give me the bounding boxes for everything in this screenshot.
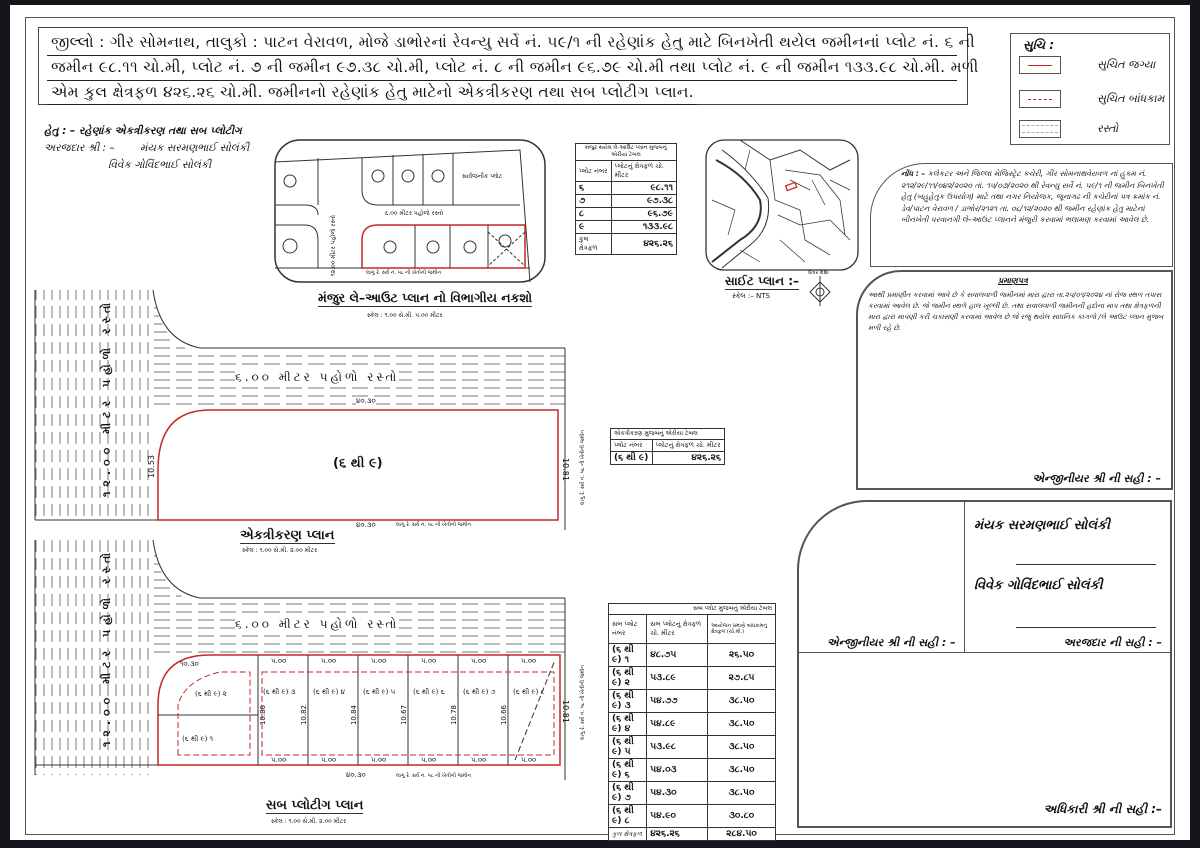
subplot-bottom-width: ૫.૦૦ xyxy=(521,756,537,764)
table-total-row: કુલ ક્ષેત્રફળ ૪૨૬.૨૬ ૨૮૪.૫૦ xyxy=(609,828,776,841)
note-text: નોંધ : – કલેકટર અને જિલ્લા મેજિસ્ટ્રેટ કચેરી, ગીર સોમનાથવેરાવળ નાં હુકમ નં. ૨૧૨/૨૯/૧૧/૦૪૨/૨૦૨૦ તાં. ૧૫/૦૭/૨૦૨૦ થી રેવન્યુ સર્વે નં. ૫૯/૧ ની જમીન બિનખેતી હેતુ (બહુહેતુક ઉપયોગ) માટે તથા નગર નિયોજક, જૂનાગઢ ની કચેરીનાં પત્ર ક્રમાંક નં. ડેવ/પાટન વેરાવળ / ડાભોર/૨૧૨૧ તા. ૦૮/૧૨/૨૦૨૦ થી જમીન રહેણાંક હેતુ માટેનાં બીનખેતી પરવાનગી લે–આઉટ પ્લાનને મંજુરી કરવામાં ભલામણ કરવામાં આવેલ છે. xyxy=(901,169,1164,224)
title-line-1: જીલ્લો : ગીર સોમનાથ, તાલુકો : પાટન વેરાવળ, મોજે ડાભોરનાં રેવન્યુ સર્વે નં. ૫૯/૧ ની રહેણાંક હેતુ માટે બિનખેતી થયેલ જમીનનાં પ્લોટ નં. ૬ ની xyxy=(51,33,975,51)
certificate-title: પ્રમાણપત્ર xyxy=(998,276,1028,285)
legend-label-proposed-area: સુચિત જગ્યા xyxy=(1097,58,1156,71)
table-row: (૬ થી ૯) ૧ ૪૮.૭૫ ૨૬.૫૦ xyxy=(609,644,776,667)
subplot-depth: 10.80 xyxy=(259,705,267,726)
subplot-bottom-width: ૫.૦૦ xyxy=(271,756,287,764)
amalgamation-plan-scale: સ્કેલ : ૧.૦૦ સે.મી. ૨.૦૦ મીટર xyxy=(242,547,318,554)
engineer-signature-label: એન્જીનીયર શ્રી ની સહી : – xyxy=(827,636,956,649)
table-row: (૬ થી ૯) ૪ ૫૪.૮૯ ૩૮.૫૦ xyxy=(609,713,776,736)
subplot-plot-5: (૬ થી ૯) ૫ xyxy=(363,688,396,696)
approved-area-table xyxy=(575,143,677,255)
amalgamation-plan-drawing xyxy=(35,290,565,530)
legend-label-road: રસ્તો xyxy=(1097,122,1119,135)
signature-box xyxy=(797,500,1172,828)
approved-table-title: મંજુર થયેલ લે-આઉટ પ્લાન મુજબનું એરીયા ટેબલ xyxy=(576,144,677,161)
layout-plan-scale: સ્કેલ : ૧.૦૦ સે.મી. ૫.૦૦ મીટર xyxy=(367,312,443,319)
table-row: (૬ થી ૯) ૩ ૫૪.૭૭ ૩૮.૫૦ xyxy=(609,690,776,713)
applicant-name-2: વિવેક ગોવિંદભાઈ સોલંકી xyxy=(108,159,212,171)
certificate-text: આથી પ્રમાણીત કરવામાં આવે છે કે સવાલવાળી જમીનમાં મારા દ્વારા તા.૨૫/૦૧/૨૦૨૪ નાં રોજ સ્થળ તપાસ કરવામાં આવેલ છે. જે જમીન સ્થળે હાલ ખુલ્લી છે. તથા સવાલવાળી જમીનની હદોના માપ તથા ક્ષેત્રફળની મારા દ્વારા માપણી કરી ચકાસણી કરવામાં આવેલ છે જે રજુ થયેલ સાધનિક કાગળો /લે આઉટ પ્લાન મુજબ મળી રહે છે. xyxy=(868,291,1164,332)
subplot-bottom-width: ૫.૦૦ xyxy=(471,756,487,764)
table-row: ૬ ૯૮.૧૧ xyxy=(576,182,677,195)
applicant-name-1: મંયક સરમણભાઈ સોલંકી xyxy=(140,142,250,154)
table-row: (૬ થી ૯) ૪૨૬.૨૬ xyxy=(611,452,725,465)
subplot-table-title: સબ પ્લોટ મુજબનું એરીયા ટેબલ xyxy=(609,604,776,615)
subplot-plot-7: (૬ થી ૯) ૭ xyxy=(463,688,496,696)
signature-divider xyxy=(964,502,965,652)
site-plan-caption: સાઈટ પ્લાન :– xyxy=(725,274,800,288)
signature-hdivider xyxy=(799,652,1170,653)
subplot-bottom-width: ૫.૦૦ xyxy=(321,756,337,764)
subplot-corner-dim: ૧૦.૩૦ xyxy=(180,660,199,668)
subplot-top-width: ૫.૦૦ xyxy=(521,657,537,665)
amalgamation-road-horizontal: ૬.૦૦ મીટર પહોળો રસ્તો xyxy=(235,370,400,384)
subplot-plot-1: (૬ થી ૯) ૧ xyxy=(182,735,214,743)
subplot-side-note: લાગુ રે. સર્વે નં. ૫૮ ની ખેતીની જમીન xyxy=(580,665,586,741)
purpose-heading: હેતુ : – રહેણાંક એકત્રીકરણ તથા સબ પ્લોટીગ xyxy=(44,125,242,137)
subplot-right-dim: 10.81 xyxy=(561,700,570,723)
table-row: ૭ ૯૭.૩૮ xyxy=(576,195,677,208)
signature-line-2 xyxy=(1016,627,1156,628)
officer-signature-label: અધિકારી શ્રી ની સહી :– xyxy=(1043,802,1162,816)
signature-applicant-1: મંયક સરમણભાઈ સોલંકી xyxy=(974,518,1110,533)
amalgamation-bottom-note: લાગુ રે. સર્વે નં. ૫૮ ની ખેતીની જમીન xyxy=(396,522,472,528)
subplot-depth: 10.67 xyxy=(400,705,408,726)
subplot-top-width: ૫.૦૦ xyxy=(371,657,387,665)
table-row: (૬ થી ૯) ૨ ૫૩.૮૯ ૨૭.૮૫ xyxy=(609,667,776,690)
subplot-top-width: ૫.૦૦ xyxy=(421,657,437,665)
amalgamation-left-dim: 10.53 xyxy=(147,455,156,478)
common-plot-label: સાર્વજનીક પ્લોટ xyxy=(462,173,503,180)
note-box xyxy=(870,163,1173,267)
subplot-plot-6: (૬ થી ૯) ૬ xyxy=(413,688,445,696)
table-row: (૬ થી ૯) ૬ ૫૪.૦૩ ૩૮.૫૦ xyxy=(609,759,776,782)
amalgamation-road-vertical: ૧૨.૦૦ મીટર પહોળો રસ્તો xyxy=(100,298,113,497)
table-row: ૯ ૧૩૩.૯૮ xyxy=(576,221,677,234)
approved-table-header-plot: પ્લોટ નંબર xyxy=(576,161,612,182)
table-total-row: કુલ ક્ષેત્રફળ ૪૨૬.૨૬ xyxy=(576,234,677,255)
certificate-box xyxy=(856,270,1173,490)
signature-applicant-2: વિવેક ગોવિંદભાઈ સોલંકી xyxy=(974,578,1103,593)
amalgamation-plan-caption: એકત્રીકરણ પ્લાન xyxy=(240,528,335,543)
subplot-top-width: ૫.૦૦ xyxy=(271,657,287,665)
subplot-bottom-width: ૫.૦૦ xyxy=(421,756,437,764)
site-plan-scale: સ્કેલ :– NTS xyxy=(732,292,770,300)
subplot-top-width: ૫.૦૦ xyxy=(471,657,487,665)
subplot-table-header-built: આયોજન પ્રમાણે બાંધકામનું ક્ષેત્રફળ (ચો.મી.) xyxy=(708,615,776,644)
layout-bottom-note: લાગુ રે. સર્વે નં. ૫૮ ની ખેતીની જમીન xyxy=(366,270,442,276)
subplot-depth: 10.66 xyxy=(500,705,508,726)
subplot-plot-3: (૬ થી ૯) ૩ xyxy=(263,688,296,696)
table-row: (૬ થી ૯) ૭ ૫૪.૩૦ ૩૮.૫૦ xyxy=(609,782,776,805)
legend-label-proposed-construction: સુચિત બાંધકામ xyxy=(1097,92,1165,105)
subplot-table-header-plot: સબ પ્લોટ નંબર xyxy=(609,615,647,644)
subplot-depth: 10.82 xyxy=(300,705,308,726)
subplot-bottom-note: લાગુ રે. સર્વે નં. ૫૮ ની ખેતીની જમીન xyxy=(396,773,472,779)
table-row: ૮ ૯૬.૭૯ xyxy=(576,208,677,221)
table-row: (૬ થી ૯) ૫ ૫૩.૯૮ ૩૮.૫૦ xyxy=(609,736,776,759)
north-label: ઉત્તર દિશા xyxy=(808,270,829,276)
subplot-road-horizontal: ૬.૦૦ મીટર પહોળો રસ્તો xyxy=(235,617,400,631)
amalgamation-top-dim: ૪૦.૩૦ xyxy=(356,397,376,405)
signature-line-1 xyxy=(1016,564,1156,565)
subplot-top-width: ૫.૦૦ xyxy=(321,657,337,665)
subplot-plot-2: (૬ થી ૯) ૨ xyxy=(195,690,227,698)
engineer-signature-label-top: એન્જીનીયર શ્રી ની સહી : – xyxy=(1032,472,1161,485)
layout-plan-caption: મંજુર લે–આઉટ પ્લાન નો વિભાગીય નકશો xyxy=(318,290,533,305)
subplot-bottom-width: ૫.૦૦ xyxy=(371,756,387,764)
amalgamation-table-title: એકત્રીકરણ મુજબનું એરીયા ટેબલ xyxy=(611,429,725,440)
amalgamation-table-header-plot: પ્લોટ નંબર xyxy=(611,440,653,452)
amalgamation-table-header-area: પ્લોટનું ક્ષેત્રફળ ચો. મીટર xyxy=(652,440,724,452)
title-line-3: એમ કુલ ક્ષેત્રફળ ૪૨૬.૨૬ ચો.મી. જમીનનો રહેણાંક હેતુ માટેનો એકત્રીકરણ તથા સબ પ્લોટીગ પ્લાન. xyxy=(51,83,694,101)
amalgamation-area-table xyxy=(610,428,725,465)
title-line-2: જમીન ૯૮.૧૧ ચો.મી, પ્લોટ નં. ૭ ની જમીન ૯૭.૩૮ ચો.મી, પ્લોટ નં. ૮ ની જમીન ૯૬.૭૯ ચો.મી તથા પ્લોટ નં. ૯ ની જમીન ૧૩૩.૯૮ ચો.મી. મળી xyxy=(51,58,979,76)
applicant-label: અરજદાર શ્રી : – xyxy=(44,142,115,154)
amalgamation-side-note: લાગુ રે. સર્વે નં. ૫૮ ની ખેતીની જમીન xyxy=(580,430,586,506)
subplot-depth: 10.84 xyxy=(350,705,358,726)
subplot-road-vertical: ૧૨.૦૦ મીટર પહોળો રસ્તો xyxy=(100,548,113,747)
layout-road-vertical: ૧૨.૦૦ મીટર પહોળો રસ્તો xyxy=(330,215,337,277)
subplot-depth: 10.78 xyxy=(450,705,458,726)
subplot-plot-4: (૬ થી ૯) ૪ xyxy=(313,688,345,696)
subplot-area-table xyxy=(608,603,776,841)
applicant-signature-label: અરજદાર ની સહી : – xyxy=(1063,636,1162,649)
subplot-bottom-total: ૪૦.૩૦ xyxy=(346,771,366,779)
amalgamation-right-dim: 10.81 xyxy=(561,458,570,481)
layout-road-horizontal: ૬.૦૦ મીટર પહોળો રસ્તો xyxy=(385,210,444,217)
amalgamation-plot-label: (૬ થી ૯) xyxy=(333,456,383,471)
approved-table-header-area: પ્લોટનું ક્ષેત્રફળ ચો. મીટર xyxy=(611,161,676,182)
subplot-plot-8: (૬ થી ૯) ૮ xyxy=(513,688,545,696)
legend-title: સુચિ : xyxy=(1023,38,1055,52)
subplot-plan-caption: સબ પ્લોટીગ પ્લાન xyxy=(266,798,364,813)
subplot-table-header-area: સબ પ્લોટનું ક્ષેત્રફળ ચો. મીટર xyxy=(647,615,708,644)
amalgamation-bottom-dim: ૪૦.૩૦ xyxy=(356,521,376,529)
subplot-plan-scale: સ્કેલ : ૧.૦૦ સે.મી. ૨.૦૦ મીટર xyxy=(271,818,347,825)
north-arrow-icon xyxy=(814,286,826,298)
table-row: (૬ થી ૯) ૮ ૫૪.૯૦ ૩૦.૮૦ xyxy=(609,805,776,828)
